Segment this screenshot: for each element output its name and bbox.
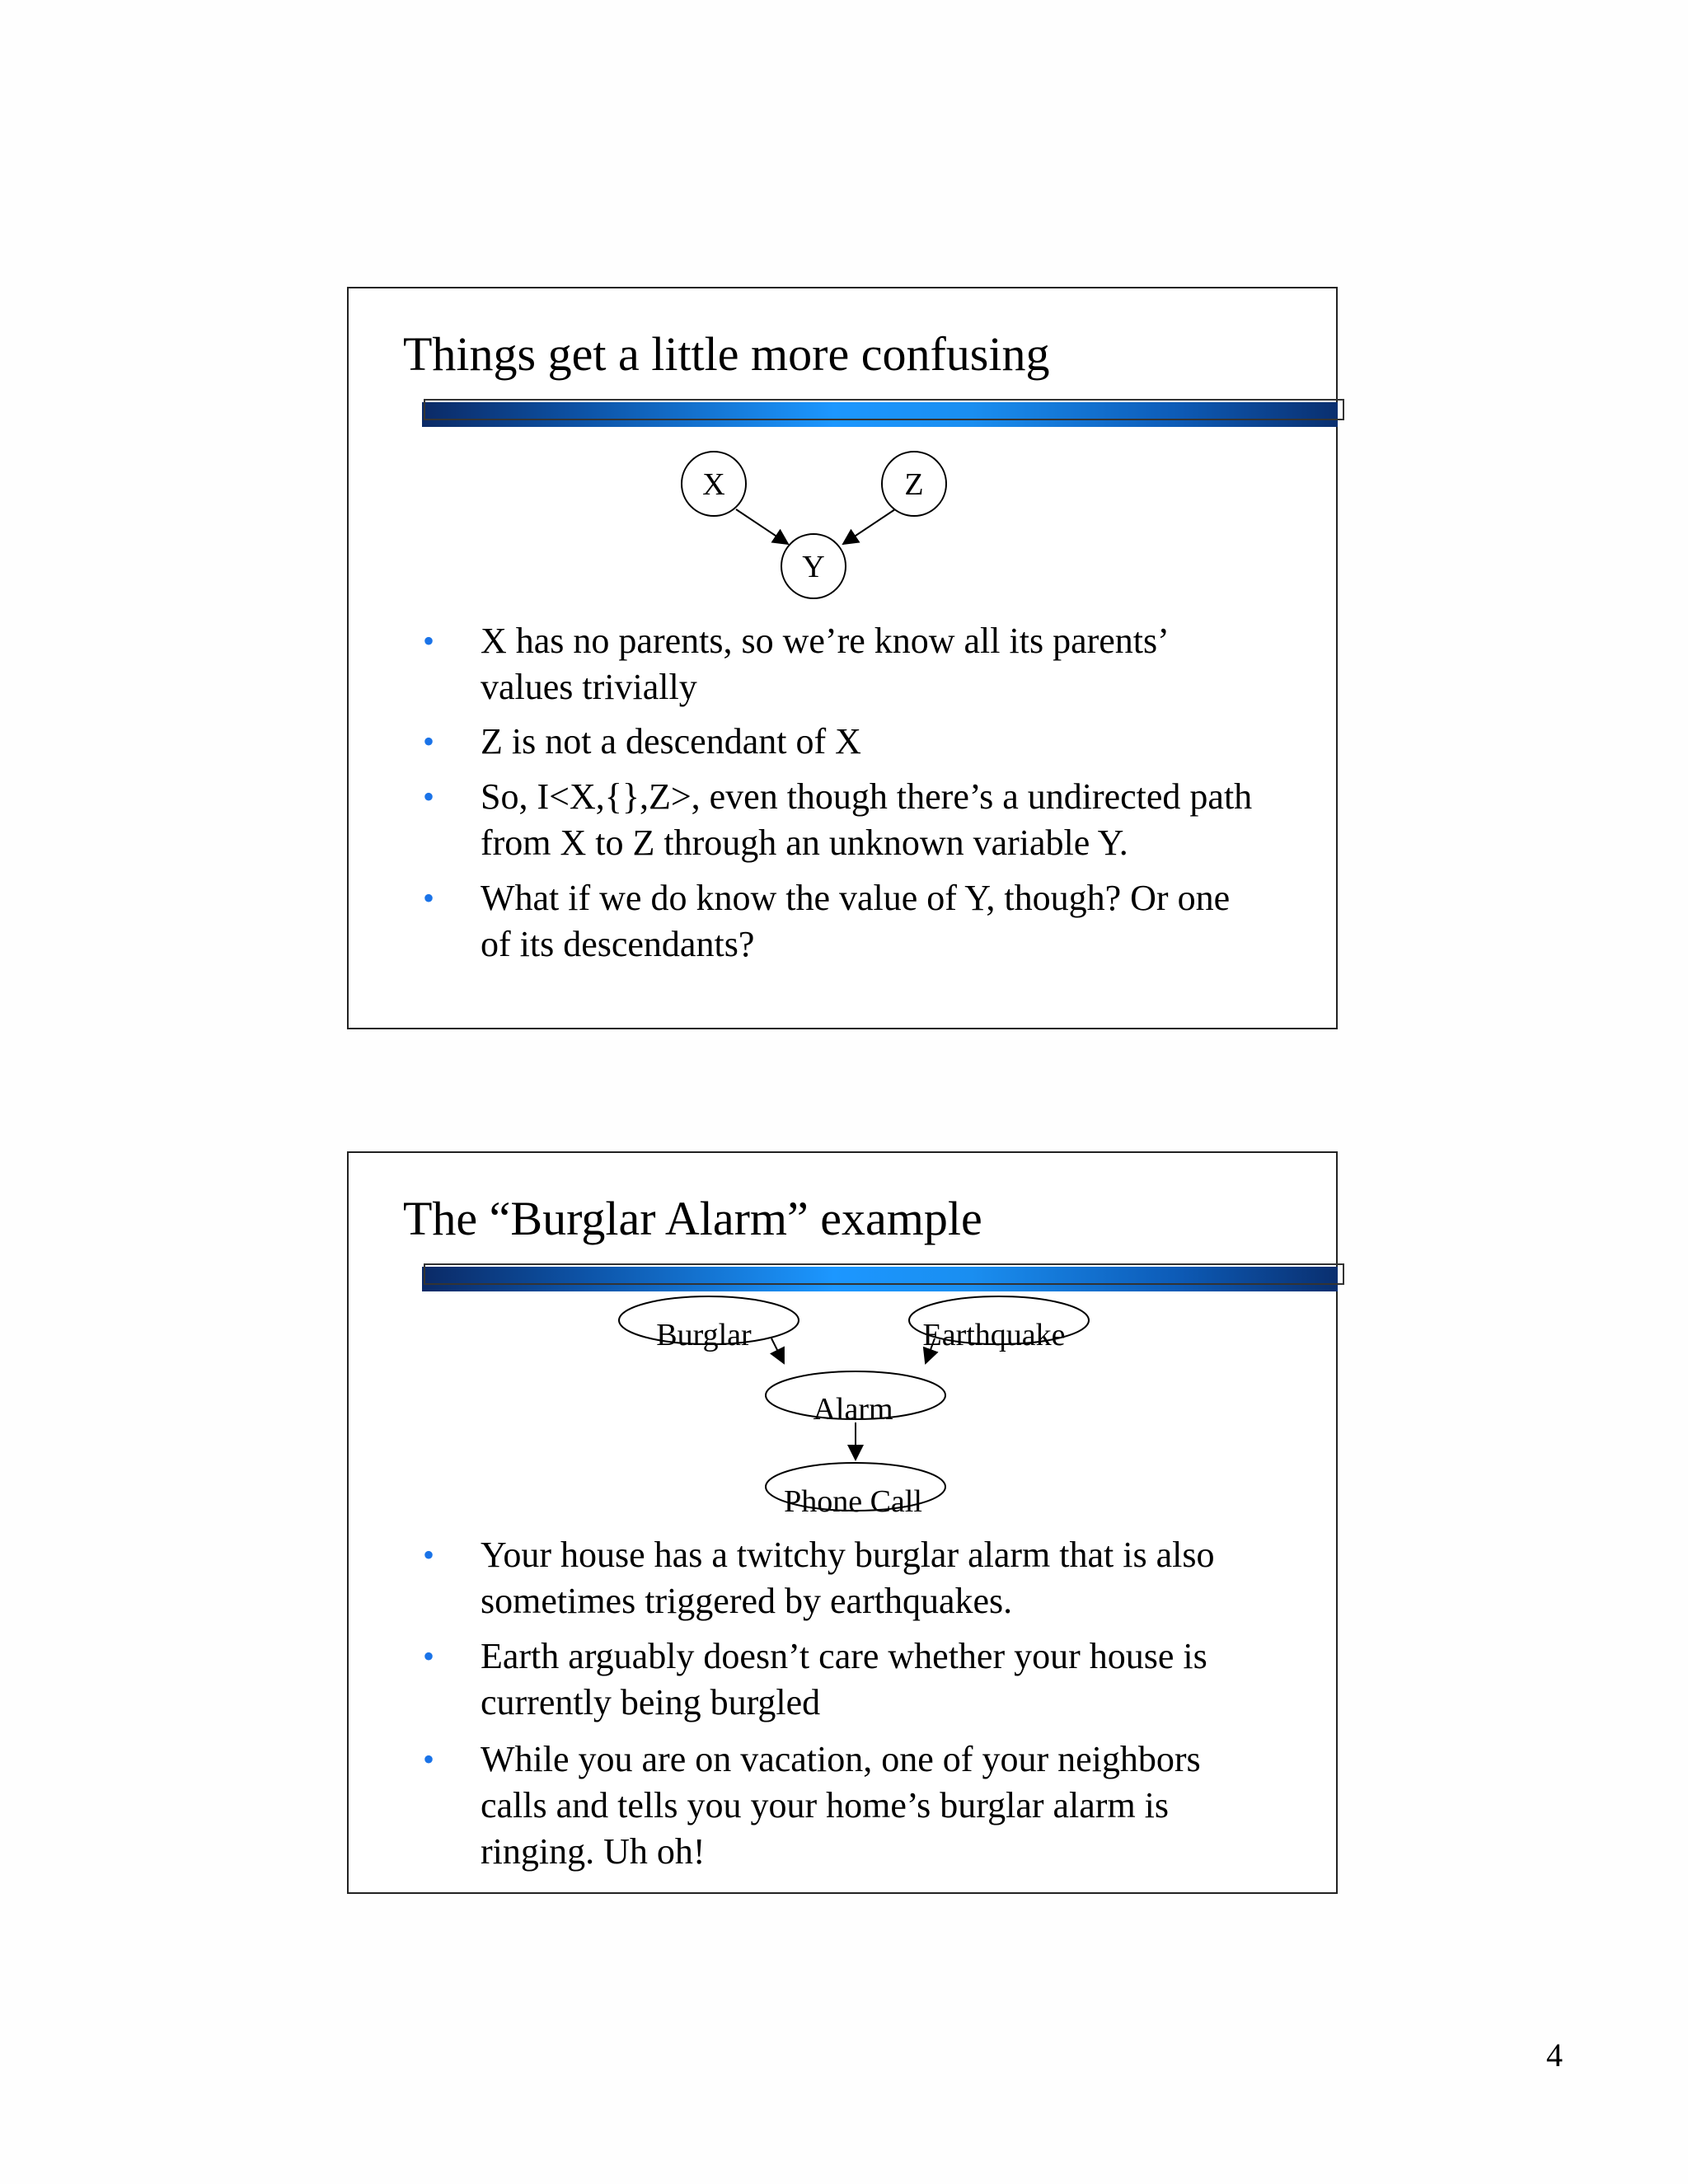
bullet-marker: • <box>423 778 435 815</box>
bullet-marker: • <box>423 622 435 659</box>
bullet-line: sometimes triggered by earthquakes. <box>481 1581 1013 1621</box>
bullet-marker: • <box>423 1741 435 1778</box>
bullet-line: Your house has a twitchy burglar alarm that is also <box>481 1535 1215 1575</box>
bullet-line: calls and tells you your home’s burglar alarm is <box>481 1785 1170 1825</box>
node-y-label: Y <box>802 550 825 584</box>
bullet-line: So, I<X,{},Z>, even though there’s a undirected path <box>481 776 1253 817</box>
edge-z-y <box>843 509 895 544</box>
bullet-item <box>421 618 1295 710</box>
node-alarm-label: Alarm <box>813 1392 893 1427</box>
bullet-line: Z is not a descendant of X <box>481 721 861 762</box>
bullet-item <box>421 719 1295 765</box>
bullet-item <box>421 774 1295 866</box>
bullet-item <box>421 1736 1295 1875</box>
bullet-marker: • <box>423 1536 435 1573</box>
bullet-marker: • <box>423 879 435 916</box>
bullet-line: currently being burgled <box>481 1682 821 1722</box>
slide-title: Things get a little more confusing <box>403 327 1050 381</box>
page-number: 4 <box>1546 2036 1563 2074</box>
bullet-line: ringing. Uh oh! <box>481 1831 706 1872</box>
slide-2 <box>347 1151 1338 1894</box>
node-x-label: X <box>702 467 725 502</box>
edge-burglar-alarm <box>771 1338 784 1363</box>
bullet-line: values trivially <box>481 667 697 707</box>
bullet-line: X has no parents, so we’re know all its parents’ <box>481 621 1170 661</box>
edge-x-y <box>736 509 788 544</box>
bullet-item <box>421 1532 1295 1624</box>
bullet-line: Earth arguably doesn’t care whether your house is <box>481 1636 1207 1676</box>
bullet-marker: • <box>423 723 435 760</box>
slide-1 <box>347 287 1338 1029</box>
bullet-marker: • <box>423 1638 435 1675</box>
node-phone-call-label: Phone Call <box>784 1484 922 1519</box>
bullet-line: What if we do know the value of Y, though? Or one <box>481 878 1231 918</box>
slide-title: The “Burglar Alarm” example <box>403 1192 982 1245</box>
bullet-line: from X to Z through an unknown variable Y. <box>481 823 1128 863</box>
bullet-item <box>421 1633 1295 1726</box>
bullet-line: While you are on vacation, one of your neighbors <box>481 1739 1201 1779</box>
node-earthquake-label: Earthquake <box>922 1318 1066 1352</box>
node-burglar-label: Burglar <box>656 1318 752 1352</box>
node-z-label: Z <box>904 467 924 502</box>
bullet-item <box>421 875 1295 968</box>
bullet-line: of its descendants? <box>481 924 755 964</box>
